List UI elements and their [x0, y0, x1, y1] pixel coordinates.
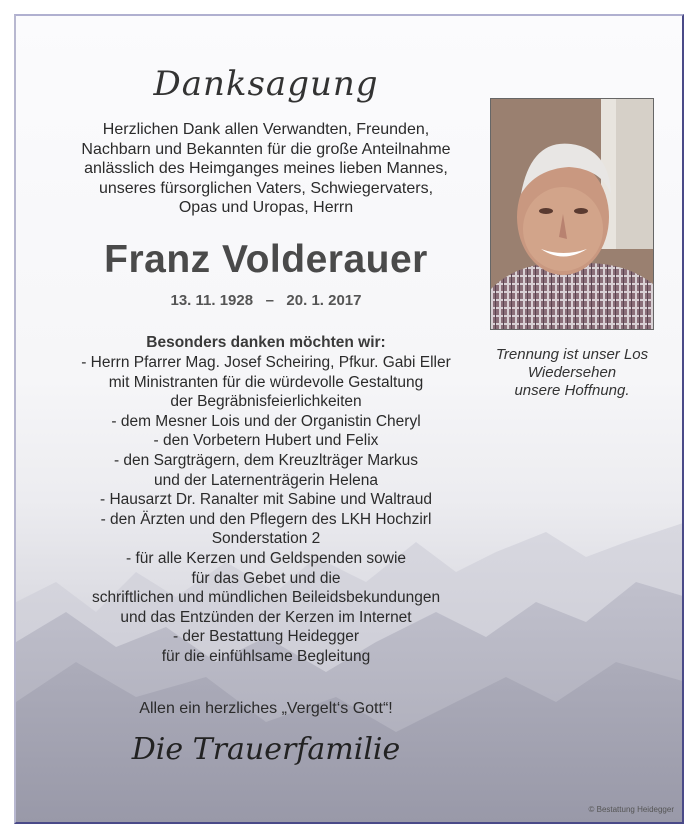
intro-line: Opas und Uropas, Herrn [178, 199, 354, 216]
thanks-line: - für alle Kerzen und Geldspenden sowie [125, 549, 407, 567]
quote-line: unsere Hoffnung. [514, 382, 630, 399]
portrait-image [491, 99, 653, 329]
intro-line: Nachbarn und Bekannten für die große Anteilnahme [81, 140, 451, 158]
thanks-list [36, 353, 496, 667]
thanks-line: - den Sargträgern, dem Kreuzlträger Markus [113, 451, 419, 469]
intro-line: anlässlich des Heimganges meines lieben Mannes, [84, 160, 448, 177]
quote-line: Wiedersehen [527, 364, 617, 381]
thanks-line: mit Ministranten für die würdevolle Gestaltung [108, 373, 424, 391]
thanks-line: und der Laternenträgerin Helena [153, 471, 379, 489]
quote [476, 346, 668, 400]
thanks-line: - Herrn Pfarrer Mag. Josef Scheiring, Pfkur. Gabi Eller [81, 354, 451, 371]
thanks-line: Sonderstation 2 [211, 530, 321, 548]
thanks-line: - Hausarzt Dr. Ranalter mit Sabine und Waltraud [100, 491, 432, 509]
thanks-line: - der Bestattung Heidegger [172, 628, 360, 646]
obituary-card [14, 14, 684, 824]
title: Danksagung [153, 64, 379, 104]
thanks-line: - den Vorbetern Hubert und Felix [153, 432, 379, 450]
thanks-line: für das Gebet und die [191, 569, 341, 587]
deceased-name: Franz Volderauer [104, 238, 428, 281]
intro-text [46, 120, 486, 218]
life-dates: 13. 11. 1928 – 20. 1. 2017 [170, 292, 362, 309]
intro-line: unseres fürsorglichen Vaters, Schwiegervaters, [98, 179, 434, 197]
thanks-heading: Besonders danken möchten wir: [146, 334, 386, 351]
thanks-line: - den Ärzten und den Pflegern des LKH Hochzirl [100, 510, 432, 528]
thanks-line: der Begräbnisfeierlichkeiten [170, 393, 362, 411]
signature: Die Trauerfamilie [131, 732, 401, 767]
thanks-line: - dem Mesner Lois und der Organistin Cheryl [111, 412, 421, 430]
quote-line: Trennung ist unser Los [495, 346, 649, 363]
portrait-photo [490, 98, 654, 330]
intro-line: Herzlichen Dank allen Verwandten, Freunden, [102, 121, 430, 138]
thanks-line: schriftlichen und mündlichen Beileidsbekundungen [91, 589, 441, 607]
thanks-line: für die einfühlsame Begleitung [161, 647, 371, 665]
closing-line: Allen ein herzliches „Vergelt‘s Gott“! [139, 700, 393, 717]
thanks-line: und das Entzünden der Kerzen im Internet [120, 608, 412, 626]
copyright-notice: © Bestattung Heidegger [588, 805, 674, 814]
